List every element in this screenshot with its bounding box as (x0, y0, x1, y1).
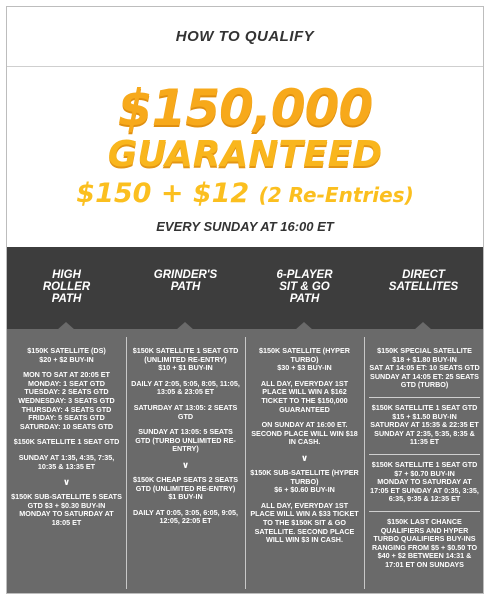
column-grinders (130, 347, 241, 533)
column-divider (364, 337, 365, 589)
column-divider (245, 337, 246, 589)
path-info-block: DAILY AT 2:05, 5:05, 8:05, 11:05, 13:05 & 23:05 ET (131, 378, 240, 397)
path-info-block: $150K SUB-SATELLITE 5 SEATS GTD $3 + $0.30 BUY-IN MONDAY TO SATURDAY AT 18:05 ET (11, 492, 122, 527)
column-title-line: DIRECT (402, 269, 445, 281)
block-separator (369, 397, 480, 398)
buyin-line (7, 179, 483, 210)
column-title-line: PATH (51, 293, 82, 305)
path-info-block: ALL DAY, EVERYDAY 1ST PLACE WILL WIN A $162 TICKET TO THE $150,000 GUARANTEED (260, 378, 349, 414)
column-title-line: SIT & GO (279, 281, 330, 293)
reentries-label: (2 Re-Entries) (258, 183, 414, 207)
column-title-grinders (126, 269, 245, 293)
column-title-six-player (245, 269, 364, 305)
column-title-line: PATH (289, 293, 320, 305)
path-info-block: $150K LAST CHANCE QUALIFIERS AND HYPER TURBO QUALIFIERS BUY-INS RANGING FROM $5 + $0.50 TO $40 + $2 BETWEEN 14:31 & 17:01 ET ON SUNDAYS (371, 516, 478, 569)
column-title-direct (364, 269, 483, 293)
block-separator (369, 511, 480, 512)
column-divider (126, 337, 127, 589)
hero-section (7, 67, 483, 247)
path-info-block: ALL DAY, EVERYDAY 1ST PLACE WILL WIN A $33 TICKET TO THE $150K SIT & GO SATELLITE. SECOND PLACE WILL WIN $3 IN CASH. (250, 500, 359, 545)
chevron-down-icon: ∨ (300, 452, 309, 463)
path-info-block: ON SUNDAY AT 16:00 ET. SECOND PLACE WILL WIN $18 IN CASH. (251, 420, 358, 447)
page-title: HOW TO QUALIFY (7, 7, 483, 67)
path-info-block: $150K SATELLITE 1 SEAT GTD (UNLIMITED RE-ENTRY) $10 + $1 BUY-IN (132, 346, 239, 373)
qualify-poster (6, 6, 484, 594)
path-info-block: $150K SATELLITE 1 SEAT GTD $15 + $1.50 BUY-IN SATURDAY AT 15:35 & 22:35 ET SUNDAY AT 2:35, 5:35, 8:35 & 11:35 ET (370, 402, 479, 447)
column-six-player (249, 347, 360, 552)
column-title-line: HIGH (52, 269, 81, 281)
path-info-block: $150K SATELLITE 1 SEAT GTD (13, 437, 120, 447)
paths-body (7, 329, 483, 594)
column-high-roller (11, 347, 122, 535)
path-info-block: $150K SATELLITE (HYPER TURBO) $30 + $3 BUY-IN (259, 346, 350, 373)
path-info-block: $150K SATELLITE 1 SEAT GTD $7 + $0.70 BUY-IN MONDAY TO SATURDAY AT 17:05 ET SUNDAY AT 0:35, 3:35, 6:35, 9:35 & 12:35 ET (370, 459, 479, 504)
path-info-block: $150K SUB-SATELLITE (HYPER TURBO) $6 + $0.60 BUY-IN (250, 467, 359, 495)
paths-header (7, 247, 483, 329)
block-separator (369, 454, 480, 455)
path-info-block: $150K SPECIAL SATELLITE $18 + $1.80 BUY-IN SAT AT 14:05 ET: 10 SEATS GTD SUNDAY AT 14:05 ET: 25 SEATS GTD (TURBO) (369, 346, 480, 390)
column-title-line: GRINDER'S (153, 269, 218, 281)
path-info-block: DAILY AT 0:05, 3:05, 6:05, 9:05, 12:05, 22:05 ET (132, 507, 239, 526)
column-title-high-roller (7, 269, 126, 305)
path-info-block: SUNDAY AT 1:35, 4:35, 7:35, 10:35 & 13:35 ET (18, 452, 115, 471)
chevron-down-icon: ∨ (181, 459, 190, 470)
column-title-line: 6-PLAYER (276, 269, 333, 281)
guaranteed-label: GUARANTEED (107, 134, 383, 175)
prize-amount: $150,000 (117, 79, 373, 137)
chevron-down-icon: ∨ (62, 477, 71, 488)
path-info-block: $150K SATELLITE (DS) $20 + $2 BUY-IN (27, 346, 106, 364)
schedule-text: EVERY SUNDAY AT 16:00 ET (156, 219, 334, 234)
buyin-amount: $150 + $12 (76, 178, 250, 209)
column-title-line: ROLLER (42, 281, 91, 293)
path-info-block: SUNDAY AT 13:05: 5 SEATS GTD (TURBO UNLIMITED RE-ENTRY) (135, 427, 236, 454)
path-info-block: $150K CHEAP SEATS 2 SEATS GTD (UNLIMITED RE-ENTRY) $1 BUY-IN (132, 474, 239, 502)
column-direct (369, 347, 480, 576)
path-info-block: MON TO SAT AT 20:05 ET MONDAY: 1 SEAT GTD TUESDAY: 2 SEATS GTD WEDNESDAY: 3 SEATS GTD THURSDAY: 4 SEATS GTD FRIDAY: 5 SEATS GTD SATURDAY: 10 SEATS GTD (18, 370, 115, 431)
path-info-block: SATURDAY AT 13:05: 2 SEATS GTD (133, 402, 238, 421)
column-title-line: SATELLITES (388, 281, 459, 293)
column-title-line: PATH (170, 281, 201, 293)
